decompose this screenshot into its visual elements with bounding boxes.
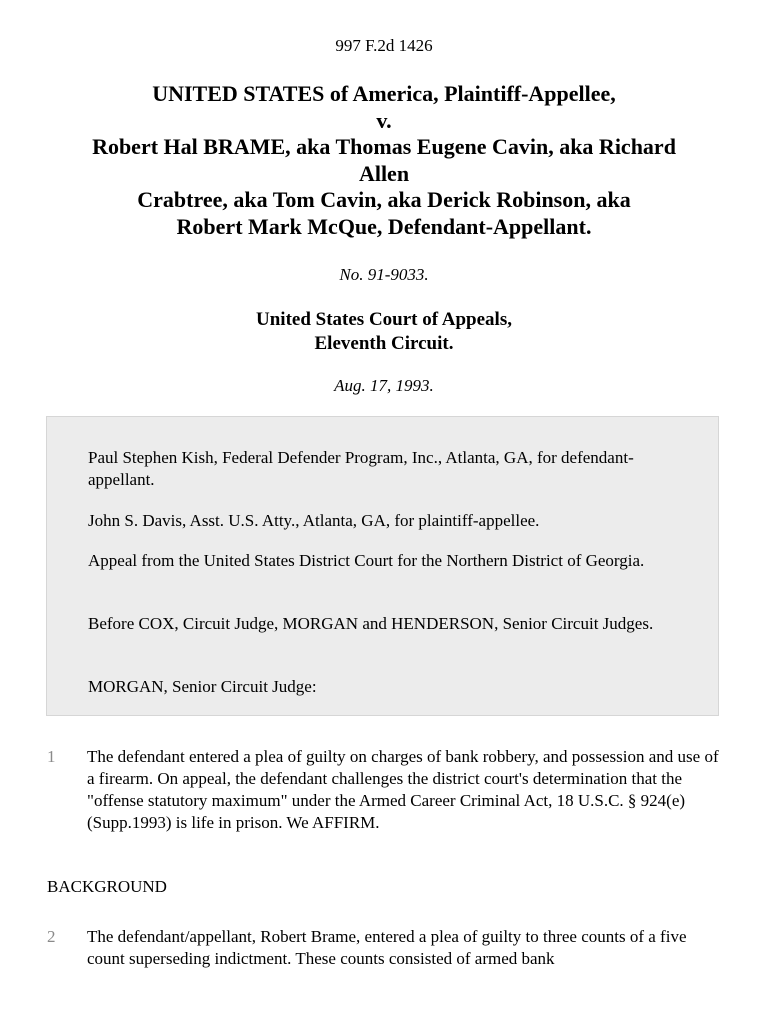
- paragraph-text: The defendant/appellant, Robert Brame, entered a plea of guilty to three counts of a five count superseding indictment. These counts consisted of armed bank: [87, 927, 687, 968]
- title-line: Robert Hal BRAME, aka Thomas Eugene Cavin, aka Richard: [92, 134, 676, 159]
- title-line: Crabtree, aka Tom Cavin, aka Derick Robinson, aka: [137, 187, 631, 212]
- title-line: Robert Mark McQue, Defendant-Appellant.: [176, 213, 592, 239]
- counsel-appellant: Paul Stephen Kish, Federal Defender Program, Inc., Atlanta, GA, for defendant-appellant.: [88, 448, 634, 489]
- appeal-origin: Appeal from the United States District Court for the Northern District of Georgia.: [88, 551, 645, 570]
- case-title: [40, 81, 728, 240]
- paragraph-number: 1: [47, 747, 56, 766]
- docket-number: No. 91-9033.: [339, 265, 429, 284]
- title-line: Allen: [358, 160, 410, 186]
- court-line: Eleventh Circuit.: [314, 333, 454, 354]
- paragraph-text: The defendant entered a plea of guilty on charges of bank robbery, and possession and use of a firearm. On appeal, the defendant challenges the district court's determination that the "offense statutory maximum" under the Armed Career Criminal Act, 18 U.S.C. § 924(e) (Supp.1993) is life in prison. We AFFIRM.: [87, 747, 719, 832]
- section-heading: BACKGROUND: [47, 877, 167, 896]
- paragraph-number: 2: [47, 927, 56, 946]
- title-line: v.: [376, 107, 392, 133]
- title-line: UNITED STATES of America, Plaintiff-Appellee,: [152, 81, 616, 106]
- opinion-author: MORGAN, Senior Circuit Judge:: [88, 677, 317, 696]
- case-citation: 997 F.2d 1426: [335, 36, 433, 55]
- decision-date: Aug. 17, 1993.: [334, 376, 434, 395]
- counsel-appellee: John S. Davis, Asst. U.S. Atty., Atlanta, GA, for plaintiff-appellee.: [88, 511, 540, 530]
- panel-judges: Before COX, Circuit Judge, MORGAN and HENDERSON, Senior Circuit Judges.: [88, 614, 654, 633]
- court-line: United States Court of Appeals,: [256, 309, 512, 330]
- court-name: [0, 308, 768, 356]
- counsel-box: [46, 416, 719, 716]
